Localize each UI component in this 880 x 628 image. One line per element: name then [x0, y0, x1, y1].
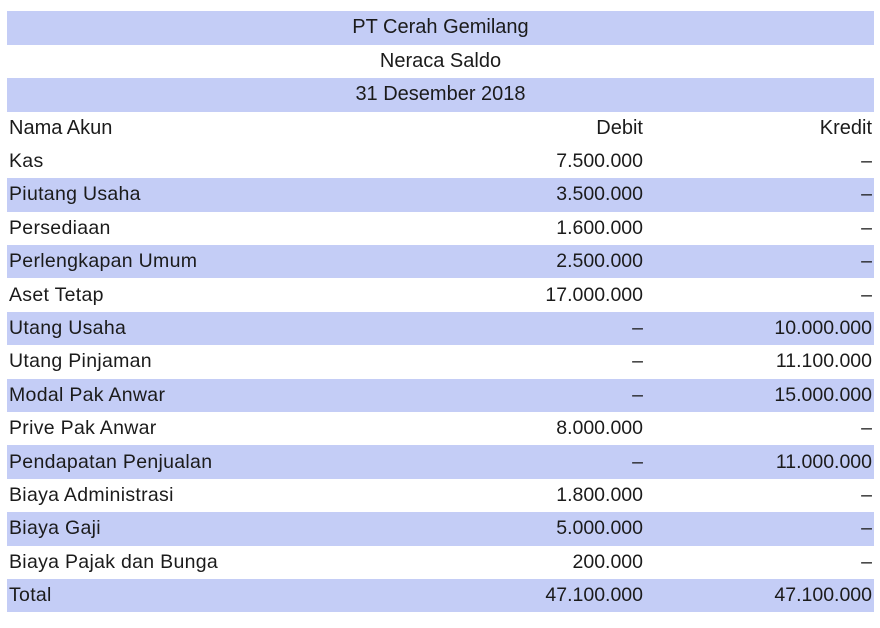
debit-value: –: [632, 350, 643, 373]
kredit-value: 11.100.000: [775, 350, 872, 373]
kredit-value: 10.000.000: [774, 317, 872, 340]
table-row: [7, 278, 874, 311]
kredit-value: 11.000.000: [775, 450, 872, 473]
kredit-value: –: [861, 250, 872, 273]
debit-value: –: [632, 450, 643, 473]
trial-balance-report: [7, 11, 874, 612]
table-row: [7, 145, 874, 178]
table-row: [7, 445, 874, 478]
debit-value: 17.000.000: [545, 283, 643, 306]
debit-value: 7.500.000: [556, 150, 643, 173]
report-title: Neraca Saldo: [7, 45, 874, 79]
company-name: PT Cerah Gemilang: [7, 11, 874, 45]
kredit-value: –: [861, 483, 872, 506]
table-row: [7, 212, 874, 245]
account-name: Aset Tetap: [9, 283, 104, 306]
account-name: Piutang Usaha: [9, 183, 141, 206]
kredit-value: –: [861, 550, 872, 573]
account-name: Biaya Gaji: [9, 517, 101, 540]
debit-value: 200.000: [572, 550, 643, 573]
kredit-value: –: [861, 283, 872, 306]
table-row: [7, 345, 874, 378]
account-name: Prive Pak Anwar: [9, 417, 157, 440]
account-name: Perlengkapan Umum: [9, 250, 198, 273]
debit-value: 5.000.000: [556, 517, 643, 540]
table-row: [7, 412, 874, 445]
account-name: Utang Pinjaman: [9, 350, 152, 373]
table-row: [7, 479, 874, 512]
account-name: Kas: [9, 150, 44, 173]
total-label: Total: [9, 584, 52, 607]
column-header-account: Nama Akun: [9, 116, 113, 139]
account-name: Biaya Pajak dan Bunga: [9, 550, 219, 573]
total-debit: 47.100.000: [545, 584, 643, 607]
table-row: [7, 379, 874, 412]
debit-value: –: [632, 317, 643, 340]
kredit-value: –: [861, 183, 872, 206]
column-header-kredit: Kredit: [819, 116, 872, 139]
debit-value: 3.500.000: [556, 183, 643, 206]
account-name: Pendapatan Penjualan: [9, 450, 213, 473]
column-header-debit: Debit: [596, 116, 643, 139]
report-date: 31 Desember 2018: [7, 78, 874, 112]
total-row: [7, 579, 874, 612]
trial-balance-table: [7, 112, 874, 613]
account-name: Modal Pak Anwar: [9, 383, 166, 406]
kredit-value: –: [861, 417, 872, 440]
debit-value: 2.500.000: [556, 250, 643, 273]
kredit-value: –: [861, 216, 872, 239]
table-row: [7, 178, 874, 211]
account-name: Biaya Administrasi: [9, 483, 174, 506]
debit-value: 1.600.000: [556, 216, 643, 239]
total-kredit: 47.100.000: [774, 584, 872, 607]
account-name: Persediaan: [9, 216, 111, 239]
kredit-value: –: [861, 150, 872, 173]
debit-value: –: [632, 383, 643, 406]
table-row: [7, 546, 874, 579]
account-name: Utang Usaha: [9, 317, 127, 340]
table-body: [7, 145, 874, 579]
kredit-value: –: [861, 517, 872, 540]
kredit-value: 15.000.000: [774, 383, 872, 406]
debit-value: 1.800.000: [556, 483, 643, 506]
table-row: [7, 312, 874, 345]
table-row: [7, 512, 874, 545]
debit-value: 8.000.000: [556, 417, 643, 440]
table-header-row: [7, 112, 874, 145]
table-row: [7, 245, 874, 278]
